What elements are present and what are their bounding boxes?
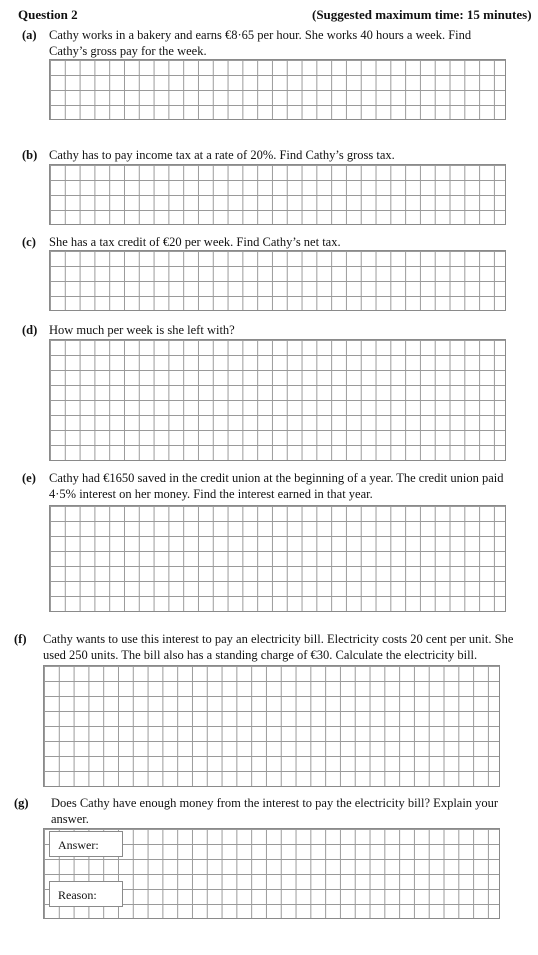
answer-grid-b[interactable] bbox=[49, 164, 506, 225]
part-c-question: She has a tax credit of €20 per week. Find Cathy’s net tax. bbox=[49, 235, 341, 249]
reason-label: Reason: bbox=[58, 888, 97, 902]
part-d-label: (d) bbox=[22, 323, 38, 337]
answer-grid-c[interactable] bbox=[49, 250, 506, 311]
answer-label: Answer: bbox=[58, 838, 99, 852]
part-a-question: Cathy works in a bakery and earns €8·65 per hour. She works 40 hours a week. Find Cathy’s gross pay for the week. bbox=[49, 28, 472, 58]
question-title: Question 2 bbox=[18, 7, 78, 22]
part-f-question: Cathy wants to use this interest to pay an electricity bill. Electricity costs 20 cent per unit. She used 250 units. The bill also has a standing charge of €30. Calculate the electricity bill. bbox=[43, 632, 514, 662]
answer-grid-d[interactable] bbox=[49, 339, 506, 461]
part-b-question: Cathy has to pay income tax at a rate of 20%. Find Cathy’s gross tax. bbox=[49, 148, 395, 162]
answer-label-box bbox=[49, 831, 123, 857]
answer-grid-f[interactable] bbox=[43, 665, 500, 787]
part-c-label: (c) bbox=[22, 235, 36, 249]
part-e-label: (e) bbox=[22, 471, 36, 485]
part-d-question: How much per week is she left with? bbox=[49, 323, 235, 337]
answer-grid-a[interactable] bbox=[49, 59, 506, 120]
part-b-label: (b) bbox=[22, 148, 38, 162]
part-g-label: (g) bbox=[14, 796, 29, 810]
reason-label-box bbox=[49, 881, 123, 907]
part-e-question: Cathy had €1650 saved in the credit union at the beginning of a year. The credit union paid 4·5% interest on her money. Find the interest earned in that year. bbox=[49, 471, 504, 501]
time-note: (Suggested maximum time: 15 minutes) bbox=[312, 7, 532, 22]
answer-grid-e[interactable] bbox=[49, 505, 506, 612]
part-f-label: (f) bbox=[14, 632, 27, 646]
part-a-label: (a) bbox=[22, 28, 37, 42]
part-g-question: Does Cathy have enough money from the interest to pay the electricity bill? Explain your answer. bbox=[51, 796, 499, 826]
